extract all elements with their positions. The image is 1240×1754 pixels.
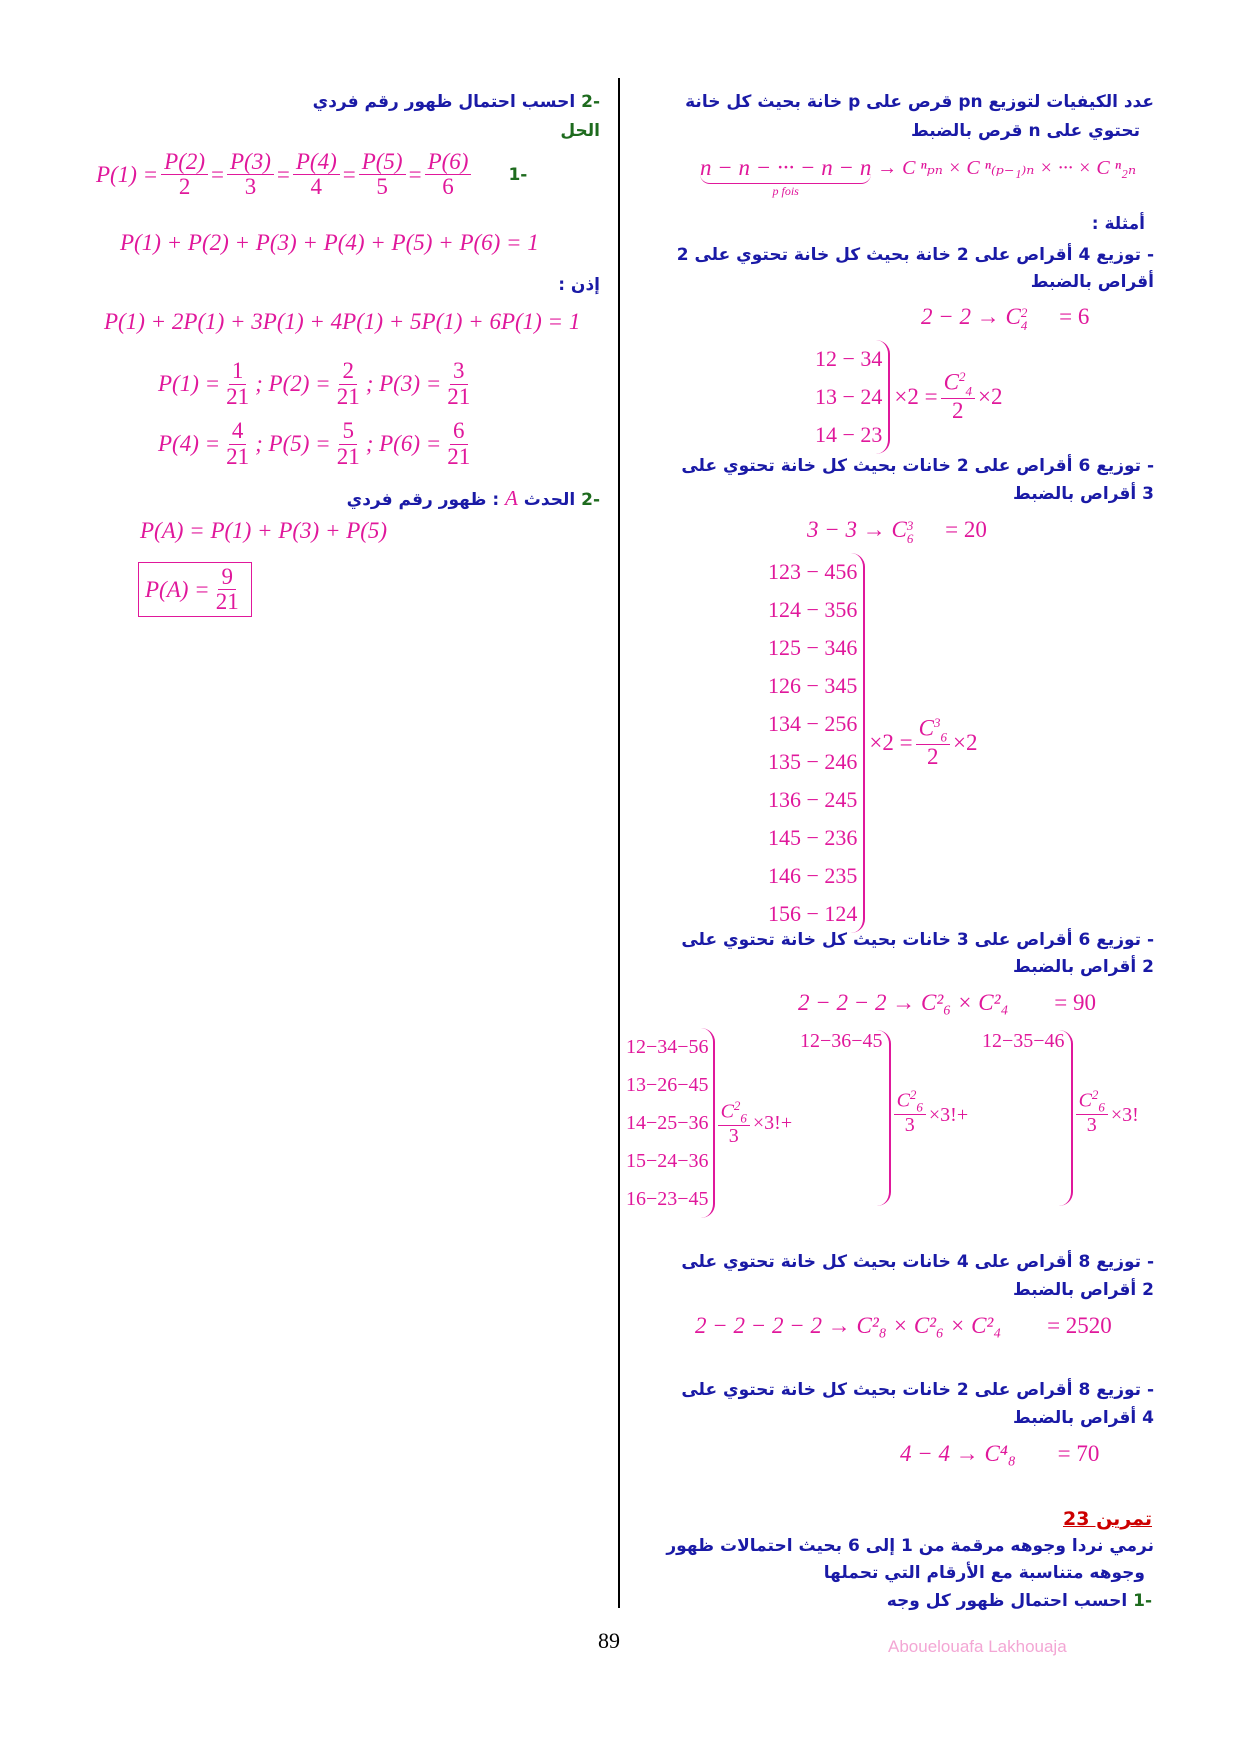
ratio-equation bbox=[96, 150, 527, 199]
ex2-pairs bbox=[768, 553, 865, 933]
q2-num: -2 bbox=[581, 92, 600, 112]
event-definition bbox=[347, 486, 600, 511]
ratio-den: 6 bbox=[442, 174, 454, 200]
ex2-frac-den: 2 bbox=[927, 744, 939, 770]
prob-fraction bbox=[223, 359, 252, 408]
ex2-tail: ×2 bbox=[952, 730, 978, 755]
ratio-num: P(2) bbox=[161, 150, 208, 175]
ex1-pair: 12 − 34 bbox=[815, 346, 883, 371]
ex3-frac2-den: 3 bbox=[904, 1114, 915, 1137]
prob-label: ; P(3) = bbox=[365, 371, 442, 396]
prob-num: 1 bbox=[229, 359, 247, 384]
prob-label: P(4) = bbox=[158, 431, 221, 456]
then-label: إذن : bbox=[558, 275, 600, 295]
prob-fraction bbox=[334, 419, 363, 468]
ex1-pairs-block bbox=[815, 340, 1002, 454]
prob-num: 3 bbox=[450, 359, 468, 384]
prob-row bbox=[158, 357, 476, 411]
ratio-eq: = bbox=[211, 161, 224, 187]
ex2-c-sup: 3 bbox=[906, 517, 914, 533]
ex1-frac-num-c: C bbox=[943, 370, 959, 396]
prob-den: 21 bbox=[447, 443, 471, 469]
event-desc: : ظهور رقم فردي bbox=[346, 490, 500, 510]
ex3-col3-head: 12−35−46 bbox=[982, 1030, 1065, 1052]
ex3-tail-1: ×3!+ bbox=[752, 1111, 793, 1134]
ex2-frac-num: $C^3_6$ bbox=[916, 716, 950, 745]
ratio-den: 5 bbox=[376, 174, 388, 200]
ex1-frac-den: 2 bbox=[952, 398, 964, 424]
exercise-title: تمرين 23 bbox=[1063, 1508, 1152, 1530]
column-divider bbox=[618, 78, 620, 1608]
pa-fraction bbox=[213, 565, 242, 614]
prob-den: 21 bbox=[336, 383, 360, 409]
ex2-frac-sub: 6 bbox=[940, 729, 947, 745]
examples-title: أمثلة : bbox=[1091, 214, 1145, 234]
ex3-triple: 13−26−45 bbox=[626, 1074, 709, 1096]
ex3-frac1-num: $C^2_6$ bbox=[718, 1099, 750, 1126]
ex3-tail-3: ×3! bbox=[1110, 1104, 1139, 1126]
prob-label: ; P(6) = bbox=[365, 431, 442, 456]
prob-den: 21 bbox=[226, 443, 250, 469]
ex4-formula bbox=[695, 1313, 1112, 1339]
ex2-pair: 125 − 346 bbox=[768, 635, 858, 660]
ratio-den: 4 bbox=[310, 174, 323, 200]
ex3-fraction-2 bbox=[894, 1088, 926, 1136]
prob-label: P(1) = bbox=[158, 371, 221, 396]
ex3-triple: 15−24−36 bbox=[626, 1150, 709, 1172]
prob-label: ; P(2) = bbox=[255, 371, 331, 396]
ex5-line-1: - توزيع 8 أقراص على 2 خانات بحيث كل خانة تحتوي على bbox=[681, 1380, 1154, 1400]
prob-fraction bbox=[223, 419, 252, 468]
ratio-num: P(4) bbox=[293, 150, 340, 175]
prob-num: 6 bbox=[450, 419, 468, 444]
ex2-pair: 145 − 236 bbox=[768, 825, 858, 850]
ratio-eq: = bbox=[408, 161, 422, 187]
ex3-col1 bbox=[626, 1028, 715, 1218]
ratio-terms bbox=[96, 150, 474, 199]
substitution-equation: P(1) + 2P(1) + 3P(1) + 4P(1) + 5P(1) + 6P(1) = 1 bbox=[104, 309, 581, 334]
ex3-frac1-den: 3 bbox=[728, 1125, 739, 1148]
ex1-c-sup: 2 bbox=[1020, 304, 1028, 320]
ex4-result: = 2520 bbox=[1047, 1313, 1112, 1338]
ratio-eq: = bbox=[276, 161, 290, 187]
ratio-lhs: P(1) = bbox=[96, 161, 159, 187]
ex3-triple: 12−34−56 bbox=[626, 1036, 709, 1058]
ex3-fraction-1 bbox=[718, 1099, 750, 1147]
ratio-num: P(3) bbox=[227, 150, 274, 175]
pa-num: 9 bbox=[218, 565, 236, 590]
intro-line-2: تحتوي على n قرص بالضبط bbox=[911, 121, 1140, 141]
ex2-pair: 123 − 456 bbox=[768, 559, 858, 584]
ex1-frac-sub: 4 bbox=[965, 383, 972, 399]
ex2-pairs-block bbox=[768, 553, 977, 933]
ex2-pair: 124 − 356 bbox=[768, 597, 858, 622]
prob-num: 5 bbox=[339, 419, 357, 444]
ex1-c-sub: 4 bbox=[1020, 317, 1028, 333]
formula-brace-label: p fois bbox=[772, 184, 799, 198]
ex2-formula bbox=[807, 517, 987, 545]
ex3-triple: 14−25−36 bbox=[626, 1112, 709, 1134]
sum-equation: P(1) + P(2) + P(3) + P(4) + P(5) + P(6) = 1 bbox=[120, 230, 539, 255]
ex3-result: = 90 bbox=[1054, 990, 1097, 1015]
ratio-eq: = bbox=[342, 161, 356, 187]
ex1-frac-sup: 2 bbox=[958, 369, 966, 385]
ex3-tail-2: ×3!+ bbox=[928, 1104, 969, 1126]
ratio-fraction bbox=[161, 150, 208, 199]
ratio-fraction bbox=[227, 150, 274, 199]
ex3-line-1: - توزيع 6 أقراص على 3 خانات بحيث كل خانة تحتوي على bbox=[681, 930, 1154, 950]
ex3-frac2-num: $C^2_6$ bbox=[894, 1088, 926, 1115]
prob-den: 21 bbox=[336, 443, 360, 469]
q2-text: احسب احتمال ظهور رقم فردي bbox=[312, 92, 576, 112]
pa-lhs: P(A) = bbox=[145, 576, 210, 602]
ex5-formula-text: 4 − 4 → C⁴₈ bbox=[900, 1441, 1016, 1466]
ex2-formula-text: 3 − 3 → C bbox=[807, 517, 907, 542]
pa-equation: P(A) = P(1) + P(3) + P(5) bbox=[140, 518, 388, 543]
ex3-group-3 bbox=[982, 1030, 1139, 1206]
ex3-frac3-den: 3 bbox=[1086, 1114, 1097, 1137]
ex3-fraction-3 bbox=[1076, 1088, 1108, 1136]
ratio-fraction bbox=[425, 150, 472, 199]
ex1-line-1: - توزيع 4 أقراص على 2 خانة بحيث كل خانة تحتوي على 2 bbox=[676, 245, 1154, 265]
ex3-col2-head: 12−36−45 bbox=[800, 1030, 883, 1052]
general-formula bbox=[700, 155, 1136, 199]
ex4-formula-text: 2 − 2 − 2 − 2 → C²₈ × C²₆ × C²₄ bbox=[695, 1313, 1002, 1338]
solution-label: الحل bbox=[560, 121, 600, 141]
ex2-line-2: 3 أقراص بالضبط bbox=[1013, 484, 1154, 504]
ratio-fraction bbox=[293, 150, 340, 199]
page-number: 89 bbox=[598, 1628, 620, 1653]
ratio-den: 2 bbox=[178, 174, 191, 200]
ex3-formula-text: 2 − 2 − 2 → C²₆ × C²₄ bbox=[798, 990, 1009, 1015]
exercise-line-2: وجوهه متناسبة مع الأرقام التي تحملها bbox=[823, 1563, 1145, 1583]
ex5-line-2: 4 أقراص بالضبط bbox=[1013, 1408, 1154, 1428]
prob-den: 21 bbox=[447, 383, 471, 409]
exercise-line-1: نرمي نردا وجوهه مرقمة من 1 إلى 6 بحيث احتمالات ظهور bbox=[666, 1536, 1154, 1556]
ex1-tail: ×2 bbox=[977, 384, 1003, 409]
ex2-pair: 146 − 235 bbox=[768, 863, 858, 888]
ex5-result: = 70 bbox=[1057, 1441, 1100, 1466]
ratio-num: P(5) bbox=[359, 150, 406, 175]
event-label: الحدث bbox=[523, 490, 576, 510]
formula-left: n − n − ··· − n − n bbox=[700, 155, 871, 184]
prob-label: ; P(5) = bbox=[255, 431, 331, 456]
ex3-col3 bbox=[982, 1030, 1073, 1206]
prob-num: 2 bbox=[339, 359, 357, 384]
ex1-formula-text: 2 − 2 → C bbox=[921, 304, 1021, 329]
ex1-pairs bbox=[815, 340, 890, 454]
step1-num: -1 bbox=[508, 164, 528, 185]
pa-result-box bbox=[138, 562, 252, 617]
question-2 bbox=[313, 92, 600, 112]
prob-den: 21 bbox=[226, 383, 250, 409]
ex1-times: ×2 = bbox=[894, 384, 938, 409]
ratio-den: 3 bbox=[244, 174, 257, 200]
ex2-pair: 126 − 345 bbox=[768, 673, 858, 698]
prob-fraction bbox=[444, 359, 473, 408]
ratio-num: P(6) bbox=[425, 150, 472, 175]
event-letter: A bbox=[505, 486, 518, 510]
probability-values bbox=[158, 357, 476, 471]
exercise-q1-text: احسب احتمال ظهور كل وجه bbox=[886, 1591, 1128, 1611]
ratio-fraction bbox=[359, 150, 406, 199]
ex3-group-2 bbox=[800, 1030, 968, 1206]
ex4-line-1: - توزيع 8 أقراص على 4 خانات بحيث كل خانة تحتوي على bbox=[681, 1252, 1154, 1272]
formula-right: → C ⁿₚₙ × C ⁿ₍ₚ₋₁₎ₙ × ··· × C ⁿ₂ₙ bbox=[877, 157, 1137, 179]
ex2-frac-sup: 3 bbox=[933, 715, 941, 731]
ex3-line-2: 2 أقراص بالضبط bbox=[1013, 957, 1154, 977]
ex1-formula bbox=[921, 304, 1089, 332]
ex2-line-1: - توزيع 6 أقراص على 2 خانات بحيث كل خانة تحتوي على bbox=[681, 456, 1154, 476]
ex1-frac-num bbox=[941, 370, 975, 399]
ex2-fraction bbox=[916, 716, 950, 769]
prob-num: 4 bbox=[229, 419, 247, 444]
exercise-question-1 bbox=[887, 1591, 1152, 1611]
ex3-group-1 bbox=[626, 1028, 792, 1218]
ex3-frac3-num: $C^2_6$ bbox=[1076, 1088, 1108, 1115]
ex2-pair: 136 − 245 bbox=[768, 787, 858, 812]
step2-num: -2 bbox=[581, 490, 600, 510]
ex1-pair: 13 − 24 bbox=[815, 384, 883, 409]
ex2-pair: 135 − 246 bbox=[768, 749, 858, 774]
ex5-formula bbox=[900, 1441, 1099, 1467]
pa-den: 21 bbox=[215, 589, 239, 615]
ex2-result: = 20 bbox=[945, 517, 987, 542]
ex1-pair: 14 − 23 bbox=[815, 422, 883, 447]
ex1-result: = 6 bbox=[1059, 304, 1090, 329]
ex2-pair: 134 − 256 bbox=[768, 711, 858, 736]
ex3-triple: 16−23−45 bbox=[626, 1188, 709, 1210]
exercise-q1-num: -1 bbox=[1133, 1591, 1152, 1611]
ex3-formula bbox=[798, 990, 1096, 1016]
ex2-c-sub: 6 bbox=[906, 530, 914, 546]
ex2-times: ×2 = bbox=[869, 730, 913, 755]
ex3-col2 bbox=[800, 1030, 891, 1206]
prob-row bbox=[158, 417, 476, 471]
ex1-line-2: أقراص بالضبط bbox=[1030, 272, 1154, 292]
ex1-fraction bbox=[941, 370, 975, 423]
author-watermark: Abouelouafa Lakhouaja bbox=[888, 1637, 1067, 1656]
prob-fraction bbox=[334, 359, 363, 408]
ex4-line-2: 2 أقراص بالضبط bbox=[1013, 1280, 1154, 1300]
prob-fraction bbox=[444, 419, 473, 468]
intro-line-1: عدد الكيفيات لتوزيع pn قرص على p خانة بحيث كل خانة bbox=[685, 92, 1154, 112]
ex2-pair: 156 − 124 bbox=[768, 901, 858, 926]
